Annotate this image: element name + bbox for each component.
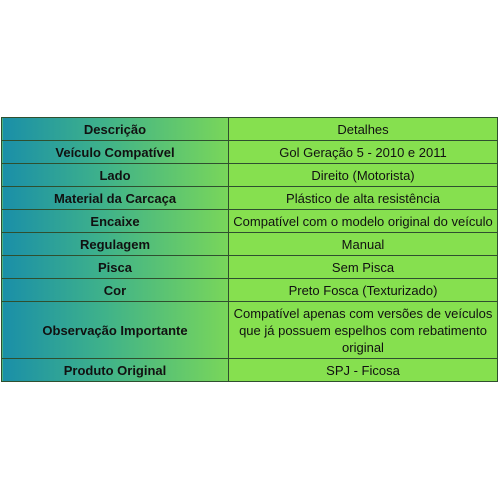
row-value-cell: Plástico de alta resistência xyxy=(229,187,498,210)
row-key-cell: Cor xyxy=(2,279,229,302)
row-value-cell: Gol Geração 5 - 2010 e 2011 xyxy=(229,141,498,164)
table-row xyxy=(2,164,498,187)
table-header-row xyxy=(2,118,498,141)
table-row xyxy=(2,187,498,210)
row-value-cell: Sem Pisca xyxy=(229,256,498,279)
row-key-cell: Produto Original xyxy=(2,359,229,382)
row-key-cell: Material da Carcaça xyxy=(2,187,229,210)
row-key-cell: Regulagem xyxy=(2,233,229,256)
row-value-cell: Direito (Motorista) xyxy=(229,164,498,187)
row-key-cell: Encaixe xyxy=(2,210,229,233)
table-row xyxy=(2,233,498,256)
row-key-cell: Veículo Compatível xyxy=(2,141,229,164)
row-value-cell: SPJ - Ficosa xyxy=(229,359,498,382)
row-value-cell: Compatível com o modelo original do veículo xyxy=(229,210,498,233)
spec-table xyxy=(1,117,498,382)
table-row xyxy=(2,279,498,302)
row-key-cell: Pisca xyxy=(2,256,229,279)
table-row xyxy=(2,141,498,164)
table-row xyxy=(2,302,498,359)
row-key-cell: Lado xyxy=(2,164,229,187)
row-value-cell: Preto Fosca (Texturizado) xyxy=(229,279,498,302)
row-value-cell: Manual xyxy=(229,233,498,256)
row-value-cell: Compatível apenas com versões de veículos que já possuem espelhos com rebatimento original xyxy=(229,302,498,359)
table-row xyxy=(2,359,498,382)
row-key-cell: Observação Importante xyxy=(2,302,229,359)
header-value-cell: Detalhes xyxy=(229,118,498,141)
table-row xyxy=(2,256,498,279)
header-key-cell: Descrição xyxy=(2,118,229,141)
table-row xyxy=(2,210,498,233)
